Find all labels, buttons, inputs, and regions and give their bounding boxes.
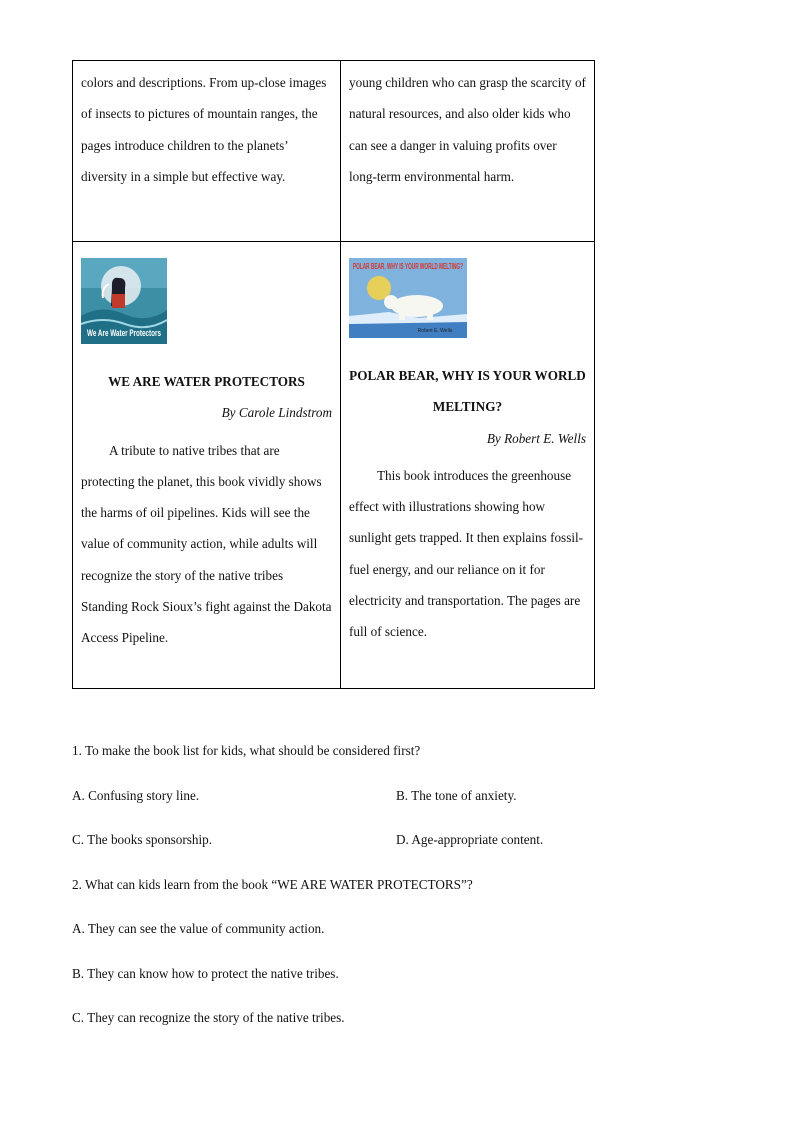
description-text: young children who can grasp the scarcity of natural resources, and also older kids who can see a danger in valuing profits over long-term environmental harm. [349, 75, 586, 184]
question-2-option-b[interactable]: B. They can know how to protect the native tribes. [72, 966, 339, 981]
book-cell-water-protectors [73, 242, 341, 689]
book-title: POLAR BEAR, WHY IS YOUR WORLD MELTING? [349, 368, 586, 415]
question-2-stem: 2. What can kids learn from the book “WE ARE WATER PROTECTORS”? [72, 877, 473, 892]
cover-author-text: Robert E. Wells [417, 328, 453, 334]
question-1-option-b[interactable]: B. The tone of anxiety. [396, 788, 517, 803]
question-1-option-c[interactable]: C. The books sponsorship. [72, 832, 213, 847]
book-author: By Robert E. Wells [486, 430, 586, 446]
description-text: colors and descriptions. From up-close images of insects to pictures of mountain ranges, the pages introduce children to the planets’ diversity in a simple but effective way. [81, 75, 327, 184]
continued-description-left [73, 61, 341, 242]
question-2-option-a[interactable]: A. They can see the value of community action. [72, 921, 325, 936]
question-2-option-c[interactable]: C. They can recognize the story of the native tribes. [72, 1010, 345, 1025]
book-title: WE ARE WATER PROTECTORS [108, 374, 305, 389]
question-1-option-a[interactable]: A. Confusing story line. [72, 788, 200, 803]
cover-title-text: We Are Water Protectors [87, 328, 161, 338]
book-description: This book introduces the greenhouse effect with illustrations showing how sunlight gets trapped. It then explains fossil-fuel energy, and our reliance on it for electricity and transportation. The pages are full of science. [349, 467, 584, 640]
polar-bear-cover-image [349, 258, 467, 338]
water-protectors-cover-image [81, 258, 167, 344]
book-author: By Carole Lindstrom [221, 405, 332, 421]
book-list-table [72, 60, 595, 689]
table-row [73, 61, 595, 242]
book-cell-polar-bear [341, 242, 595, 689]
cover-title-text: POLAR BEAR, WHY IS YOUR WORLD MELTING? [353, 262, 464, 271]
book-description: A tribute to native tribes that are protecting the planet, this book vividly shows the harms of oil pipelines. Kids will see the value of community action, while adults will recognize the story of the native tribes Standing Rock Sioux’s fight against the Dakota Access Pipeline. [81, 442, 332, 646]
table-row [73, 242, 595, 689]
continued-description-right [341, 61, 595, 242]
question-1-option-d[interactable]: D. Age-appropriate content. [396, 832, 544, 847]
question-1-stem: 1. To make the book list for kids, what should be considered first? [72, 743, 421, 758]
